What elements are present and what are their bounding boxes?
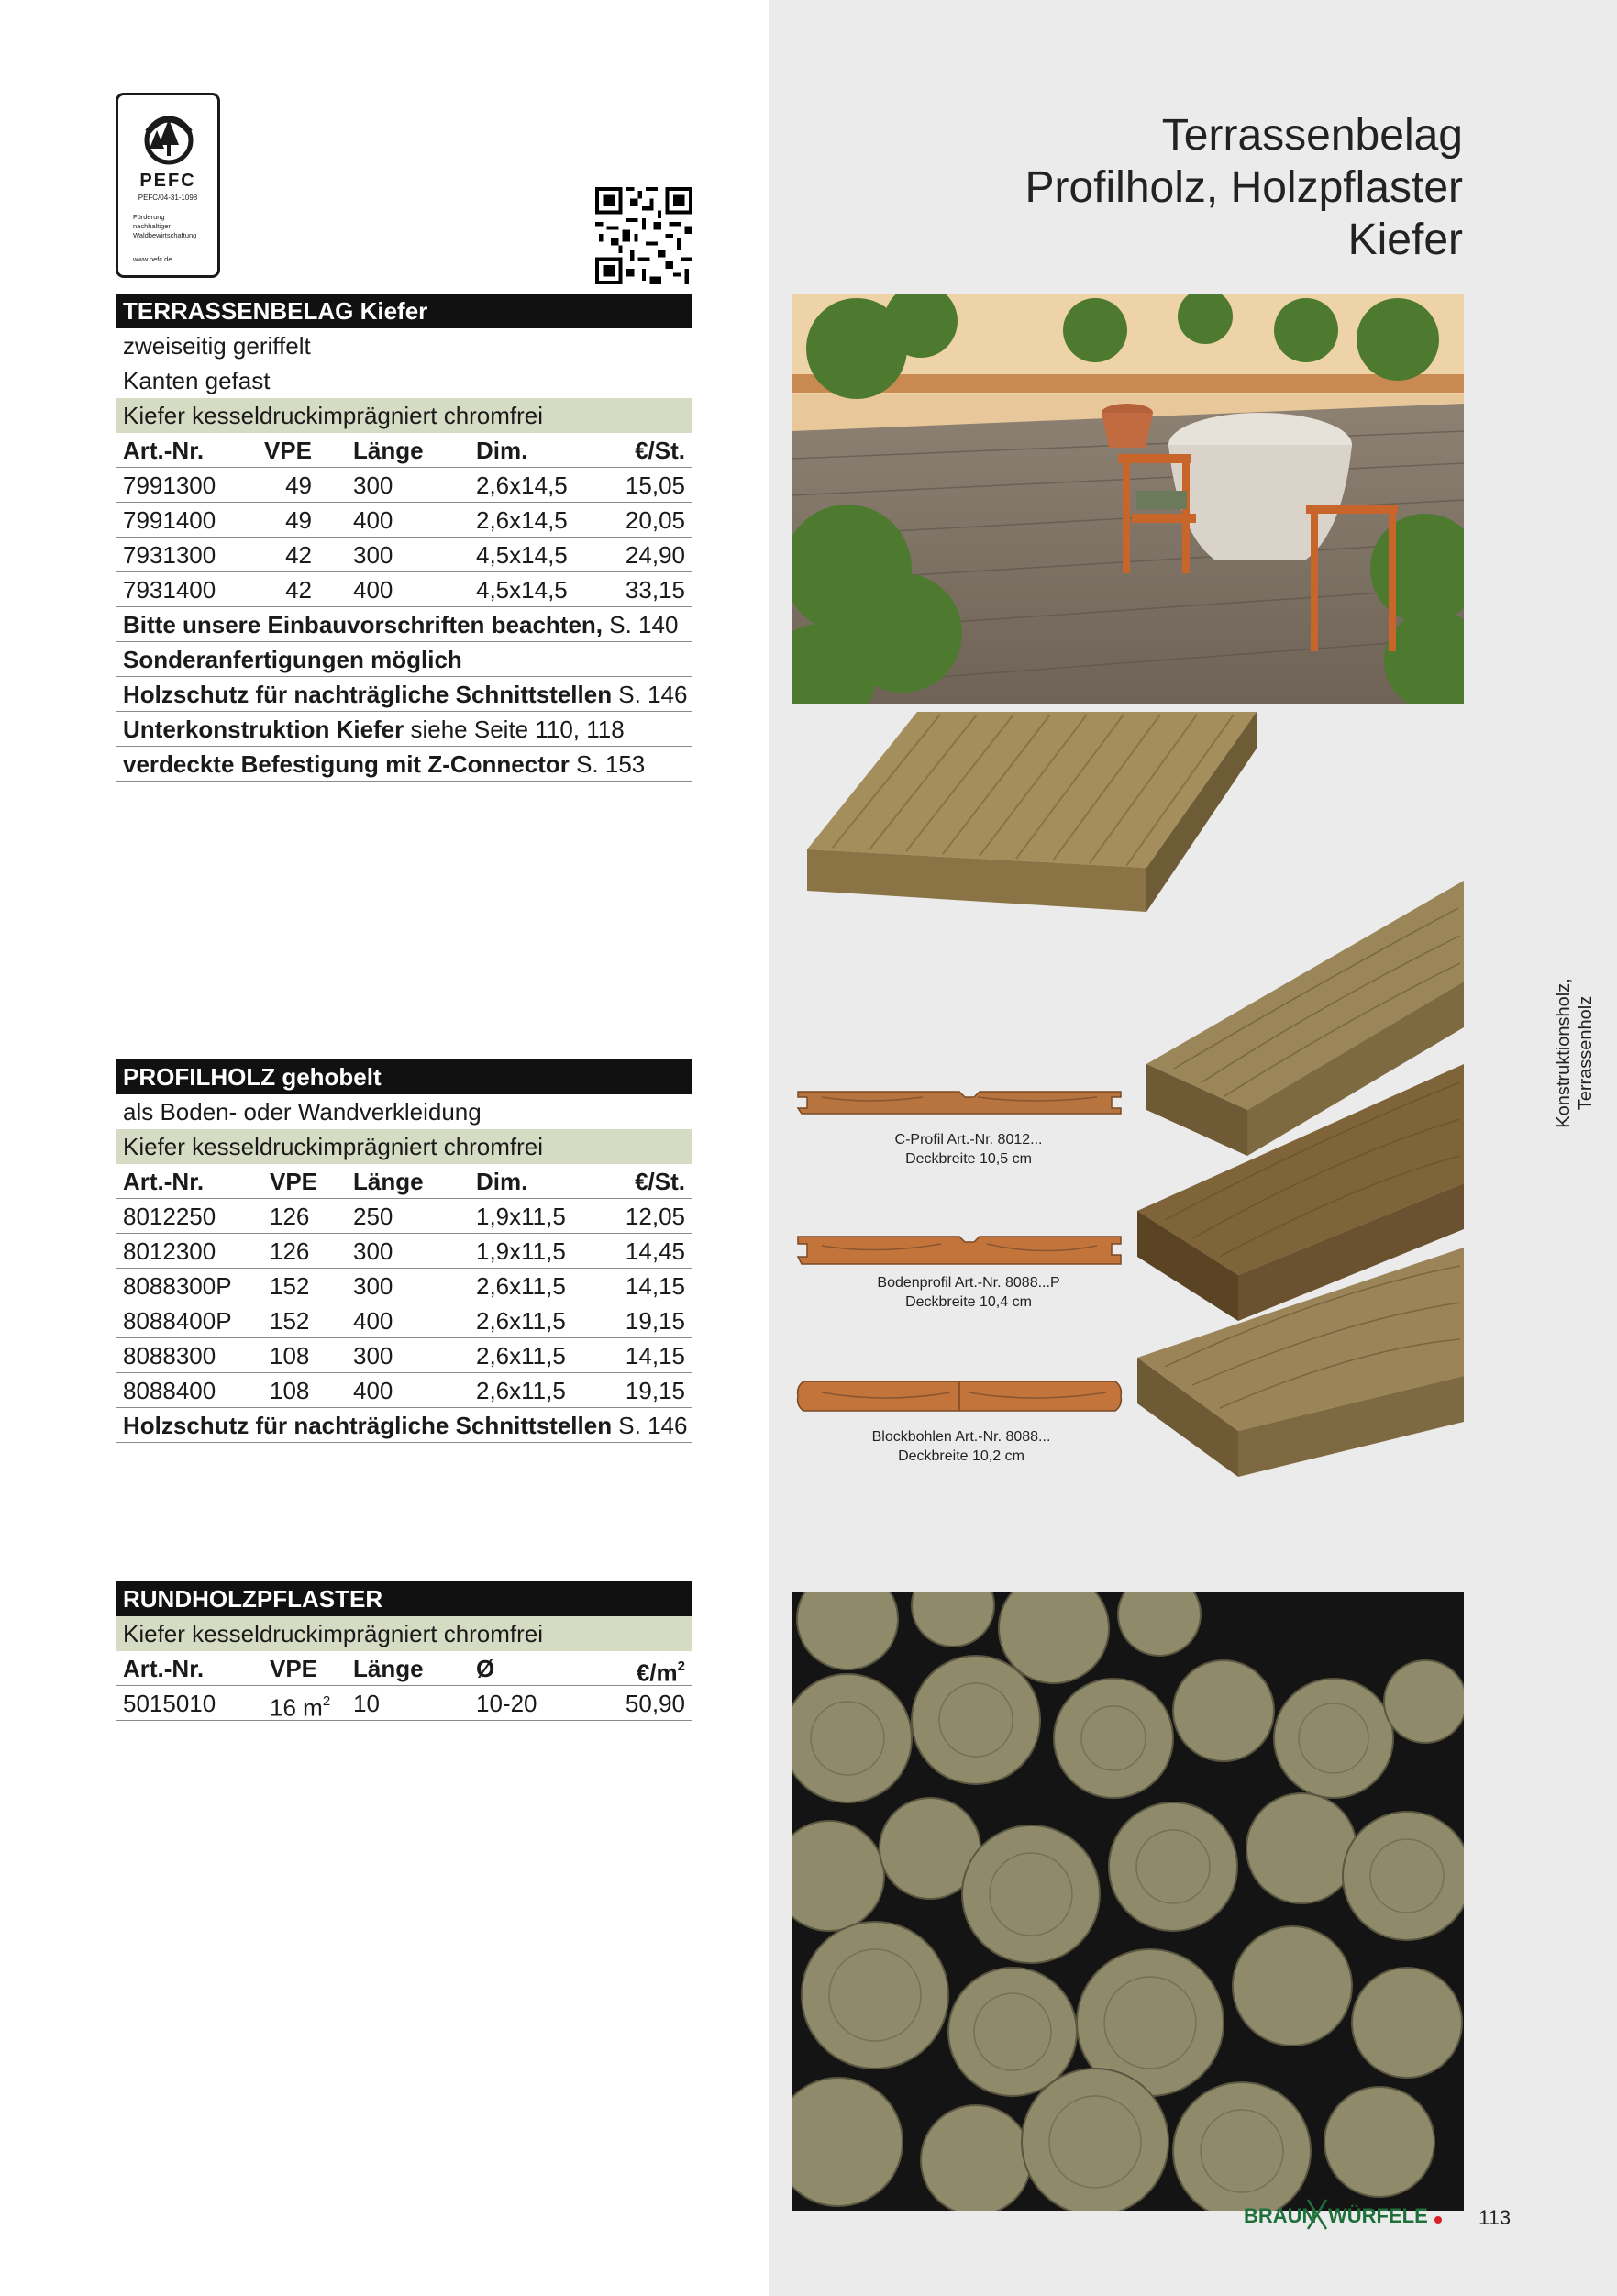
terrassenbelag-treatment: Kiefer kesseldruckimprägniert chromfrei — [116, 398, 692, 433]
pefc-logo — [116, 93, 220, 278]
blockbohlen-section — [794, 1376, 1124, 1416]
rundholz-treatment: Kiefer kesseldruckimprägniert chromfrei — [116, 1616, 692, 1651]
profilholz-feature: als Boden- oder Wandverkleidung — [123, 1098, 482, 1126]
logo-dot-icon — [1434, 2216, 1442, 2224]
terrassenbelag-header: TERRASSENBELAG Kiefer — [116, 294, 692, 328]
rundholz-column-headers: Art.-Nr. VPE Länge Ø $€/m^2$ — [116, 1651, 692, 1686]
table-row: 8088300P 152 300 2,6x11,5 14,15 — [116, 1269, 692, 1303]
pefc-description: Förderung nachhaltiger Waldbewirtschaftung — [133, 213, 197, 239]
side-category-label: Konstruktionsholz, Terrassenholz — [1554, 978, 1596, 1128]
bodenprofil-caption: Bodenprofil Art.-Nr. 8088...P Deckbreite 10,4 cm — [877, 1275, 1060, 1310]
c-profil-section — [794, 1084, 1124, 1121]
table-row: 5015010 16 $m^2$ 10 10-20 50,90 — [116, 1686, 692, 1721]
pefc-tree-icon — [138, 112, 199, 165]
table-row: 8088300 108 300 2,6x11,5 14,15 — [116, 1338, 692, 1373]
bodenprofil-section — [794, 1231, 1124, 1270]
page-number: 113 — [1479, 2206, 1512, 2229]
blockbohlen-caption: Blockbohlen Art.-Nr. 8088... Deckbreite 10,2 cm — [871, 1429, 1051, 1464]
profilholz-table — [116, 1059, 692, 1443]
terrace-photo — [792, 294, 1464, 704]
table-row: 8012300 126 300 1,9x11,5 14,45 — [116, 1234, 692, 1269]
qr-code — [595, 187, 692, 284]
table-row: 7931300 42 300 4,5x14,5 24,90 — [116, 538, 692, 572]
profilholz-column-headers: Art.-Nr. VPE Länge Dim. €/St. — [116, 1164, 692, 1199]
table-row: 8088400 108 400 2,6x11,5 19,15 — [116, 1373, 692, 1408]
terrassenbelag-feature: zweiseitig geriffelt — [123, 332, 311, 360]
rundholzpflaster-photo — [792, 1592, 1464, 2211]
logo-left-text: BRAUN — [1244, 2204, 1317, 2227]
rundholz-table — [116, 1581, 692, 1721]
pefc-code: PEFC/04-31-1098 — [138, 194, 198, 202]
logo-right-text: WÜRFELE — [1328, 2204, 1428, 2227]
pefc-brand: PEFC — [139, 171, 196, 191]
table-note: Sonderanfertigungen möglich — [116, 642, 692, 677]
table-row: 8012250 126 250 1,9x11,5 12,05 — [116, 1199, 692, 1234]
terrassenbelag-column-headers: Art.-Nr. VPE Länge Dim. €/St. — [116, 433, 692, 468]
profile-boards-image — [1137, 881, 1464, 1477]
table-note: verdeckte Befestigung mit Z-Connector S. 153 — [116, 747, 692, 782]
terrassenbelag-feature: Kanten gefast — [123, 367, 271, 394]
table-row: 7991300 49 300 2,6x14,5 15,05 — [116, 468, 692, 503]
table-note: Holzschutz für nachträgliche Schnittstellen S. 146 — [116, 677, 692, 712]
table-row: 8088400P 152 400 2,6x11,5 19,15 — [116, 1303, 692, 1338]
table-note: Unterkonstruktion Kiefer siehe Seite 110, 118 — [116, 712, 692, 747]
table-row: 7991400 49 400 2,6x14,5 20,05 — [116, 503, 692, 538]
profilholz-treatment: Kiefer kesseldruckimprägniert chromfrei — [116, 1129, 692, 1164]
table-note: Holzschutz für nachträgliche Schnittstellen S. 146 — [116, 1408, 692, 1443]
pefc-url: www.pefc.de — [133, 255, 172, 263]
c-profil-caption: C-Profil Art.-Nr. 8012... Deckbreite 10,5 cm — [894, 1132, 1043, 1167]
rundholz-header: RUNDHOLZPFLASTER — [116, 1581, 692, 1616]
braun-wuerfele-logo — [1244, 2194, 1445, 2235]
profilholz-header: PROFILHOLZ gehobelt — [116, 1059, 692, 1094]
table-row: 7931400 42 400 4,5x14,5 33,15 — [116, 572, 692, 607]
table-note: Bitte unsere Einbauvorschriften beachten, S. 140 — [116, 607, 692, 642]
page-title: Terrassenbelag Profilholz, Holzpflaster Kiefer — [1024, 111, 1463, 264]
terrassenbelag-table — [116, 294, 692, 782]
